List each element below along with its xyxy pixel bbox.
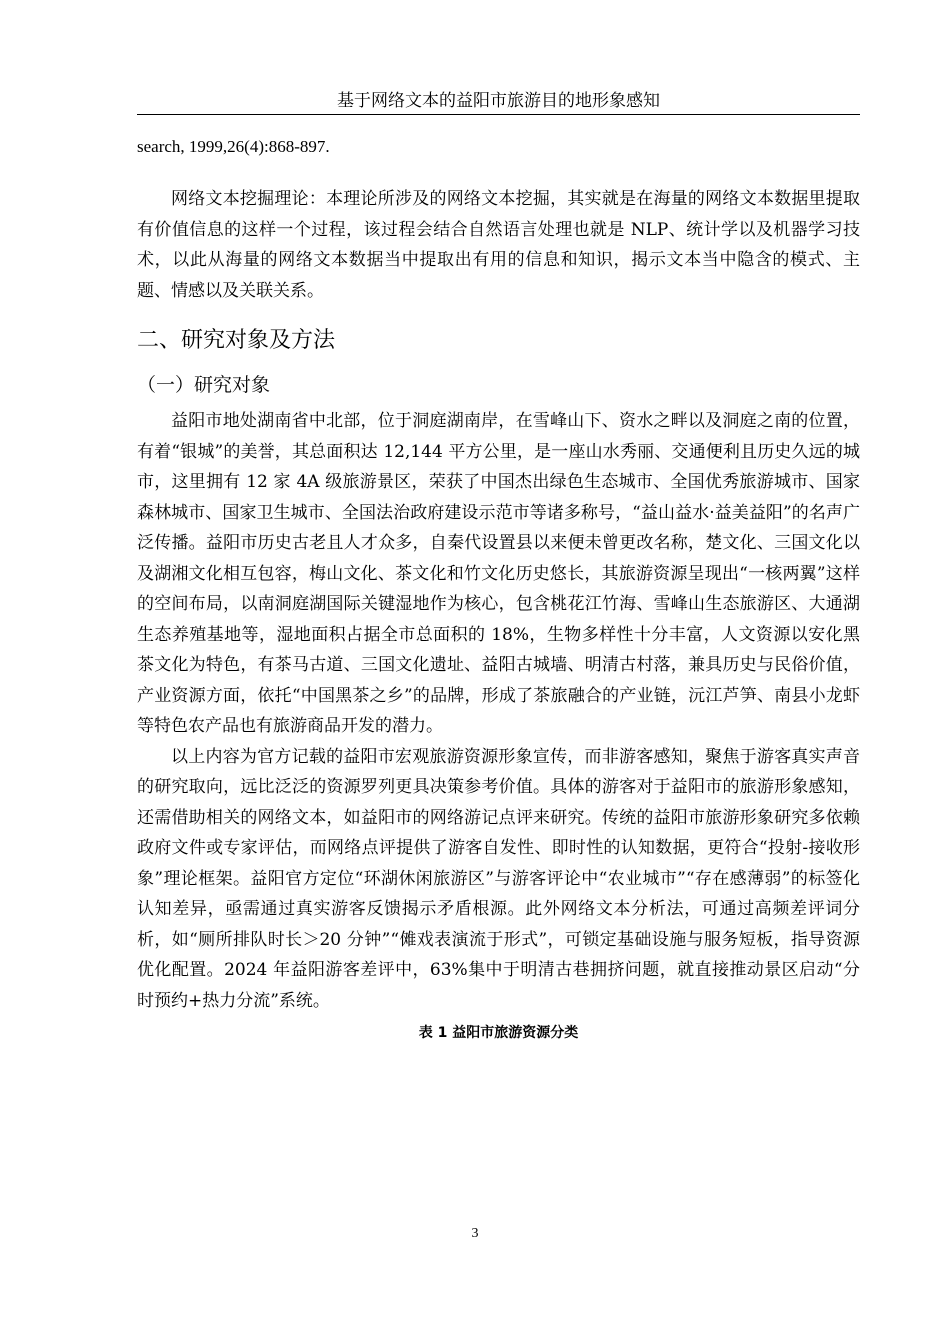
paragraph-text-mining-theory: 网络文本挖掘理论：本理论所涉及的网络文本挖掘，其实就是在海量的网络文本数据里提取有价值信息的这样一个过程，该过程会结合自然语言处理也就是 NLP、统计学以及机器学习技术，以此从海量的网络文本数据当中提取出有用的信息和知识，揭示文本当中隐含的模式、主题、情感以及关联关系。 [137,189,860,301]
table-caption: 表 1 益阳市旅游资源分类 [418,1025,579,1041]
document-body [137,128,860,1046]
header-rule [137,114,860,115]
running-header: 基于网络文本的益阳市旅游目的地形象感知 [337,91,660,111]
subsection-heading: （一）研究对象 [137,374,271,396]
paragraph-tourist-perception: 以上内容为官方记载的益阳市宏观旅游资源形象宣传，而非游客感知，聚焦于游客真实声音的研究取向，远比泛泛的资源罗列更具决策参考价值。具体的游客对于益阳市的旅游形象感知，还需借助相关的网络文本，如益阳市的网络游记点评来研究。传统的益阳市旅游形象研究多依赖政府文件或专家评估，而网络点评提供了游客自发性、即时性的认知数据，更符合“投射-接收形象”理论框架。益阳官方定位“环湖休闲旅游区”与游客评论中“农业城市”“存在感薄弱”的标签化认知差异，亟需通过真实游客反馈揭示矛盾根源。此外网络文本分析法，可通过高频差评词分析，如“厕所排队时长＞20 分钟”“傩戏表演流于形式”，可锁定基础设施与服务短板，指导资源优化配置。2024 年益阳游客差评中，63%集中于明清古巷拥挤问题，就直接推动景区启动“分时预约+热力分流”系统。 [137,746,860,1011]
reference-continuation: search, 1999,26(4):868-897. [137,137,330,156]
paragraph-yiyang-overview: 益阳市地处湖南省中北部，位于洞庭湖南岸，在雪峰山下、资水之畔以及洞庭之南的位置，有着“银城”的美誉，其总面积达 12,144 平方公里，是一座山水秀丽、交通便利且历史久远的城市，这里拥有 12 家 4A 级旅游景区，荣获了中国杰出绿色生态城市、全国优秀旅游城市、国家森林城市、国家卫生城市、全国法治政府建设示范市等诸多称号，“益山益水·益美益阳”的名声广泛传播。益阳市历史古老且人才众多，自秦代设置县以来便未曾更改名称，楚文化、三国文化以及湖湘文化相互包容，梅山文化、茶文化和竹文化历史悠长，其旅游资源呈现出“一核两翼”这样的空间布局，以南洞庭湖国际关键湿地作为核心，包含桃花江竹海、雪峰山生态旅游区、大通湖生态养殖基地等，湿地面积占据全市总面积的 18%，生物多样性十分丰富，人文资源以安化黑茶文化为特色，有茶马古道、三国文化遗址、益阳古城墙、明清古村落，兼具历史与民俗价值，产业资源方面，依托“中国黑茶之乡”的品牌，形成了茶旅融合的产业链，沅江芦笋、南县小龙虾等特色农产品也有旅游商品开发的潜力。 [137,411,860,736]
spacer [137,166,860,184]
page-number: 3 [471,1226,479,1241]
section-heading: 二、研究对象及方法 [137,328,336,353]
